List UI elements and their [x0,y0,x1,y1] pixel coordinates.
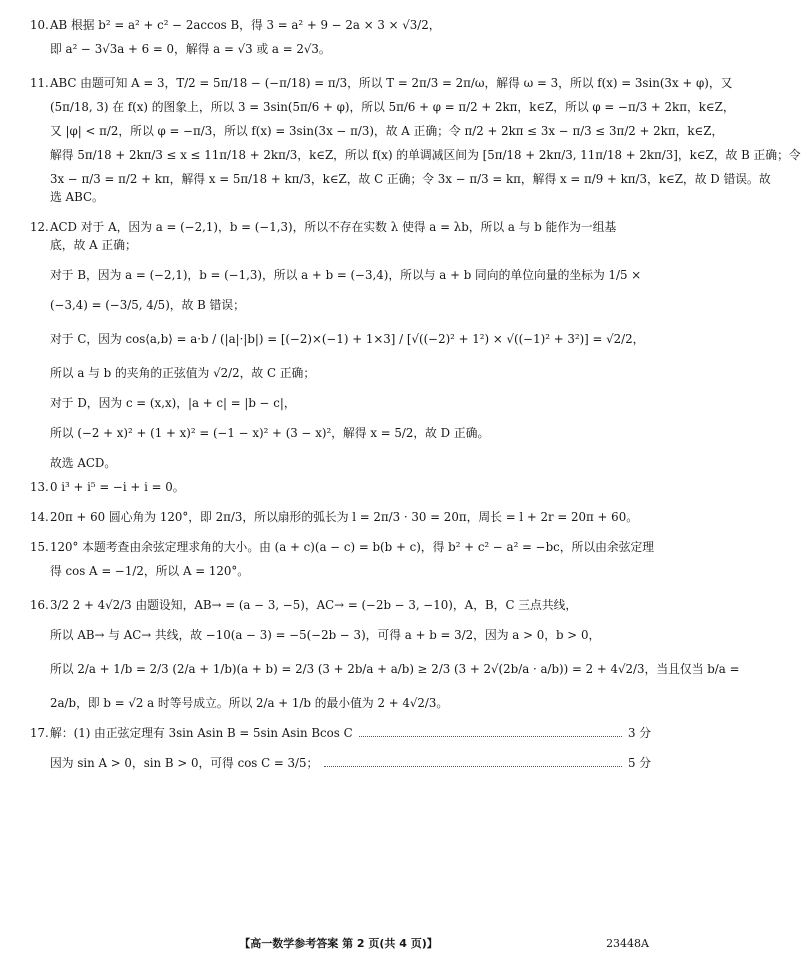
answer-15 [30,538,655,580]
leader-dots [324,766,622,767]
answer-14 [30,508,651,526]
answer-12-line-3: 对于 B，因为 a = (−2,1)，b = (−1,3)，所以 a + b = (−3,4)，所以与 a + b 同向的单位向量的坐标为 1/5 × [50,268,642,282]
answer-12-line-7: 对于 D，因为 c = (x,x)，|a + c| = |b − c|， [50,396,296,410]
answer-12-line-8: 所以 (−2 + x)² + (1 + x)² = (−1 − x)² + (3 − x)²，解得 x = 5/2，故 D 正确。 [50,426,490,440]
answer-12-number: 12. [30,220,49,234]
answer-10-line-1: 10.AB 根据 b² = a² + c² − 2accos B，得 3 = a² + 9 − 2a × 3 × √3/2， [30,18,441,32]
answer-12 [30,218,651,472]
answer-14-number: 14. [30,510,49,524]
answer-13 [30,478,651,496]
answer-12-line-5: 对于 C，因为 cos⟨a,b⟩ = a·b / (|a|·|b|) = [(−2)×(−1) + 1×3] / [√((−2)² + 1²) × √((−1)² + 3²)] = √2/2， [50,332,645,346]
score-points: 5 分 [627,756,651,770]
answer-12-line-2: 底，故 A 正确； [50,238,137,252]
answer-11-line-5: 3x − π/3 = π/2 + kπ，解得 x = 5π/18 + kπ/3，k∈Z，故 C 正确；令 3x − π/3 = kπ，解得 x = π/9 + kπ/3，k∈Z，故 D 错误。故 [50,172,771,186]
answer-17-step-1: 17.解：(1) 由正弦定理有 3sin Asin B = 5sin Asin Bcos C 3 分 [30,726,651,740]
answer-12-line-9: 故选 ACD。 [50,456,117,470]
answer-11-number: 11. [30,76,49,90]
answer-12-line-6: 所以 a 与 b 的夹角的正弦值为 √2/2，故 C 正确； [50,366,316,380]
score-points: 3 分 [627,726,651,740]
document-code: 23448A [606,937,649,950]
answer-10-line-2: 即 a² − 3√3a + 6 = 0，解得 a = √3 或 a = 2√3。 [50,42,331,56]
answer-13-line-1: 13.0 i³ + i⁵ = −i + i = 0。 [30,480,185,494]
answer-17 [30,724,651,772]
answer-16-line-3: 所以 2/a + 1/b = 2/3 (2/a + 1/b)(a + b) = 2/3 (3 + 2b/a + a/b) ≥ 2/3 (3 + 2√(2b/a · a/b)) = 2 + 4√2/3，当且仅当 b/a = [50,662,740,676]
answer-15-line-1: 15.120° 本题考查由余弦定理求角的大小。由 (a + c)(a − c) = b(b + c)，得 b² + c² − a² = −bc，所以由余弦定理 [30,540,655,554]
answer-12-line-4: (−3,4) = (−3/5, 4/5)，故 B 错误； [50,298,245,312]
answer-11-line-4: 解得 5π/18 + 2kπ/3 ≤ x ≤ 11π/18 + 2kπ/3，k∈Z，所以 f(x) 的单调减区间为 [5π/18 + 2kπ/3, 11π/18 + 2kπ/3]，k∈Z，故 B 正确；令 [50,148,801,162]
footer-title: 【高一数学参考答案 第 2 页(共 4 页)】 [239,937,438,950]
answer-14-line-1: 14.20π + 60 圆心角为 120°，即 2π/3，所以扇形的弧长为 l = 2π/3 · 30 = 20π，周长 = l + 2r = 20π + 60。 [30,510,638,524]
answer-11-line-2: (5π/18, 3) 在 f(x) 的图象上，所以 3 = 3sin(5π/6 + φ)，所以 5π/6 + φ = π/2 + 2kπ，k∈Z，所以 φ = −π/3 + 2kπ，k∈Z， [50,100,735,114]
answer-11 [30,74,801,206]
answer-10-number: 10. [30,18,49,32]
answer-13-number: 13. [30,480,49,494]
answer-16-number: 16. [30,598,49,612]
answer-17-number: 17. [30,726,49,740]
answer-15-number: 15. [30,540,49,554]
answer-11-line-3: 又 |φ| < π/2，所以 φ = −π/3，所以 f(x) = 3sin(3x − π/3)，故 A 正确；令 π/2 + 2kπ ≤ 3x − π/3 ≤ 3π/2 + 2kπ，k∈Z， [50,124,724,138]
answer-17-step-2: 因为 sin A > 0，sin B > 0，可得 cos C = 3/5； 5 分 [50,756,651,770]
answer-12-line-1: 12.ACD 对于 A，因为 a = (−2,1)，b = (−1,3)，所以不存在实数 λ 使得 a = λb，所以 a 与 b 能作为一组基 [30,220,617,234]
answer-11-line-1: 11.ABC 由题可知 A = 3，T/2 = 5π/18 − (−π/18) = π/3，所以 T = 2π/3 = 2π/ω，解得 ω = 3，所以 f(x) = 3sin(3x + φ)，又 [30,76,733,90]
answer-16-line-1: 16.3/2 2 + 4√2/3 由题设知，AB→ = (a − 3, −5)，AC→ = (−2b − 3, −10)，A，B，C 三点共线， [30,598,578,612]
answer-10 [30,16,651,58]
answer-15-line-2: 得 cos A = −1/2，所以 A = 120°。 [50,564,250,578]
answer-11-line-6: 选 ABC。 [50,190,104,204]
page-footer [0,935,677,953]
answer-16-line-4: 2a/b，即 b = √2 a 时等号成立。所以 2/a + 1/b 的最小值为 2 + 4√2/3。 [50,696,449,710]
answer-16-line-2: 所以 AB→ 与 AC→ 共线，故 −10(a − 3) = −5(−2b − 3)，可得 a + b = 3/2，因为 a > 0，b > 0， [50,628,601,642]
answer-16 [30,596,740,712]
leader-dots [359,736,622,737]
